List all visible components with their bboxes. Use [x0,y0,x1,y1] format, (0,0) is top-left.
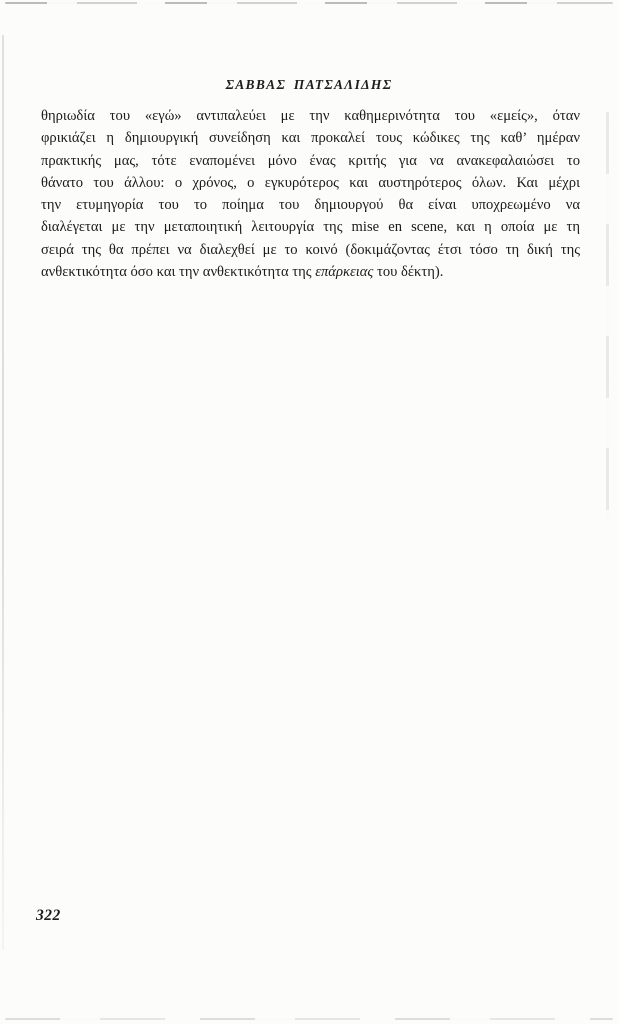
text-line: θηριωδία του «εγώ» αντιπαλεύει με την καθημερινότητα του «εμείς», όταν [41,108,580,124]
scan-edge-top [5,2,613,4]
text-line: την ετυμηγορία του το ποίημα του δημιουργού θα είναι υποχρεωμένο να [41,197,580,214]
emphasis-word: επάρκειας [315,264,374,281]
text-line: φρικιάζει η δημιουργική συνείδηση και προκαλεί τους κώδικες της καθ’ ημέραν [41,130,580,147]
scan-edge-bottom [5,1018,613,1020]
scan-edge-right [606,112,609,522]
text-segment: του δέκτη). [373,264,444,281]
running-header-author: ΣΑΒΒΑΣ ΠΑΤΣΑΛΙΔΗΣ [225,77,393,92]
text-line: διαλέγεται με την μεταποιητική λειτουργία της mise en scene, και η οποία με τη [41,219,580,236]
page-number: 322 [36,907,61,924]
body-text [41,105,580,283]
text-line: σειρά της θα πρέπει να διαλεχθεί με το κοινό (δοκιμάζοντας έτσι τόσο τη δική της [41,241,580,258]
text-line-last [41,261,580,283]
text-segment: ανθεκτικότητα όσο και την ανθεκτικότητα της [41,264,316,281]
text-line: πρακτικής μας, τότε εναπομένει μόνο ένας κριτής για να ανακεφαλαιώσει το [41,152,580,169]
text-line: θάνατο του άλλου: ο χρόνος, ο εγκυρότερος και αυστηρότερος όλων. Και μέχρι [41,174,580,191]
scan-edge-left [2,35,4,950]
